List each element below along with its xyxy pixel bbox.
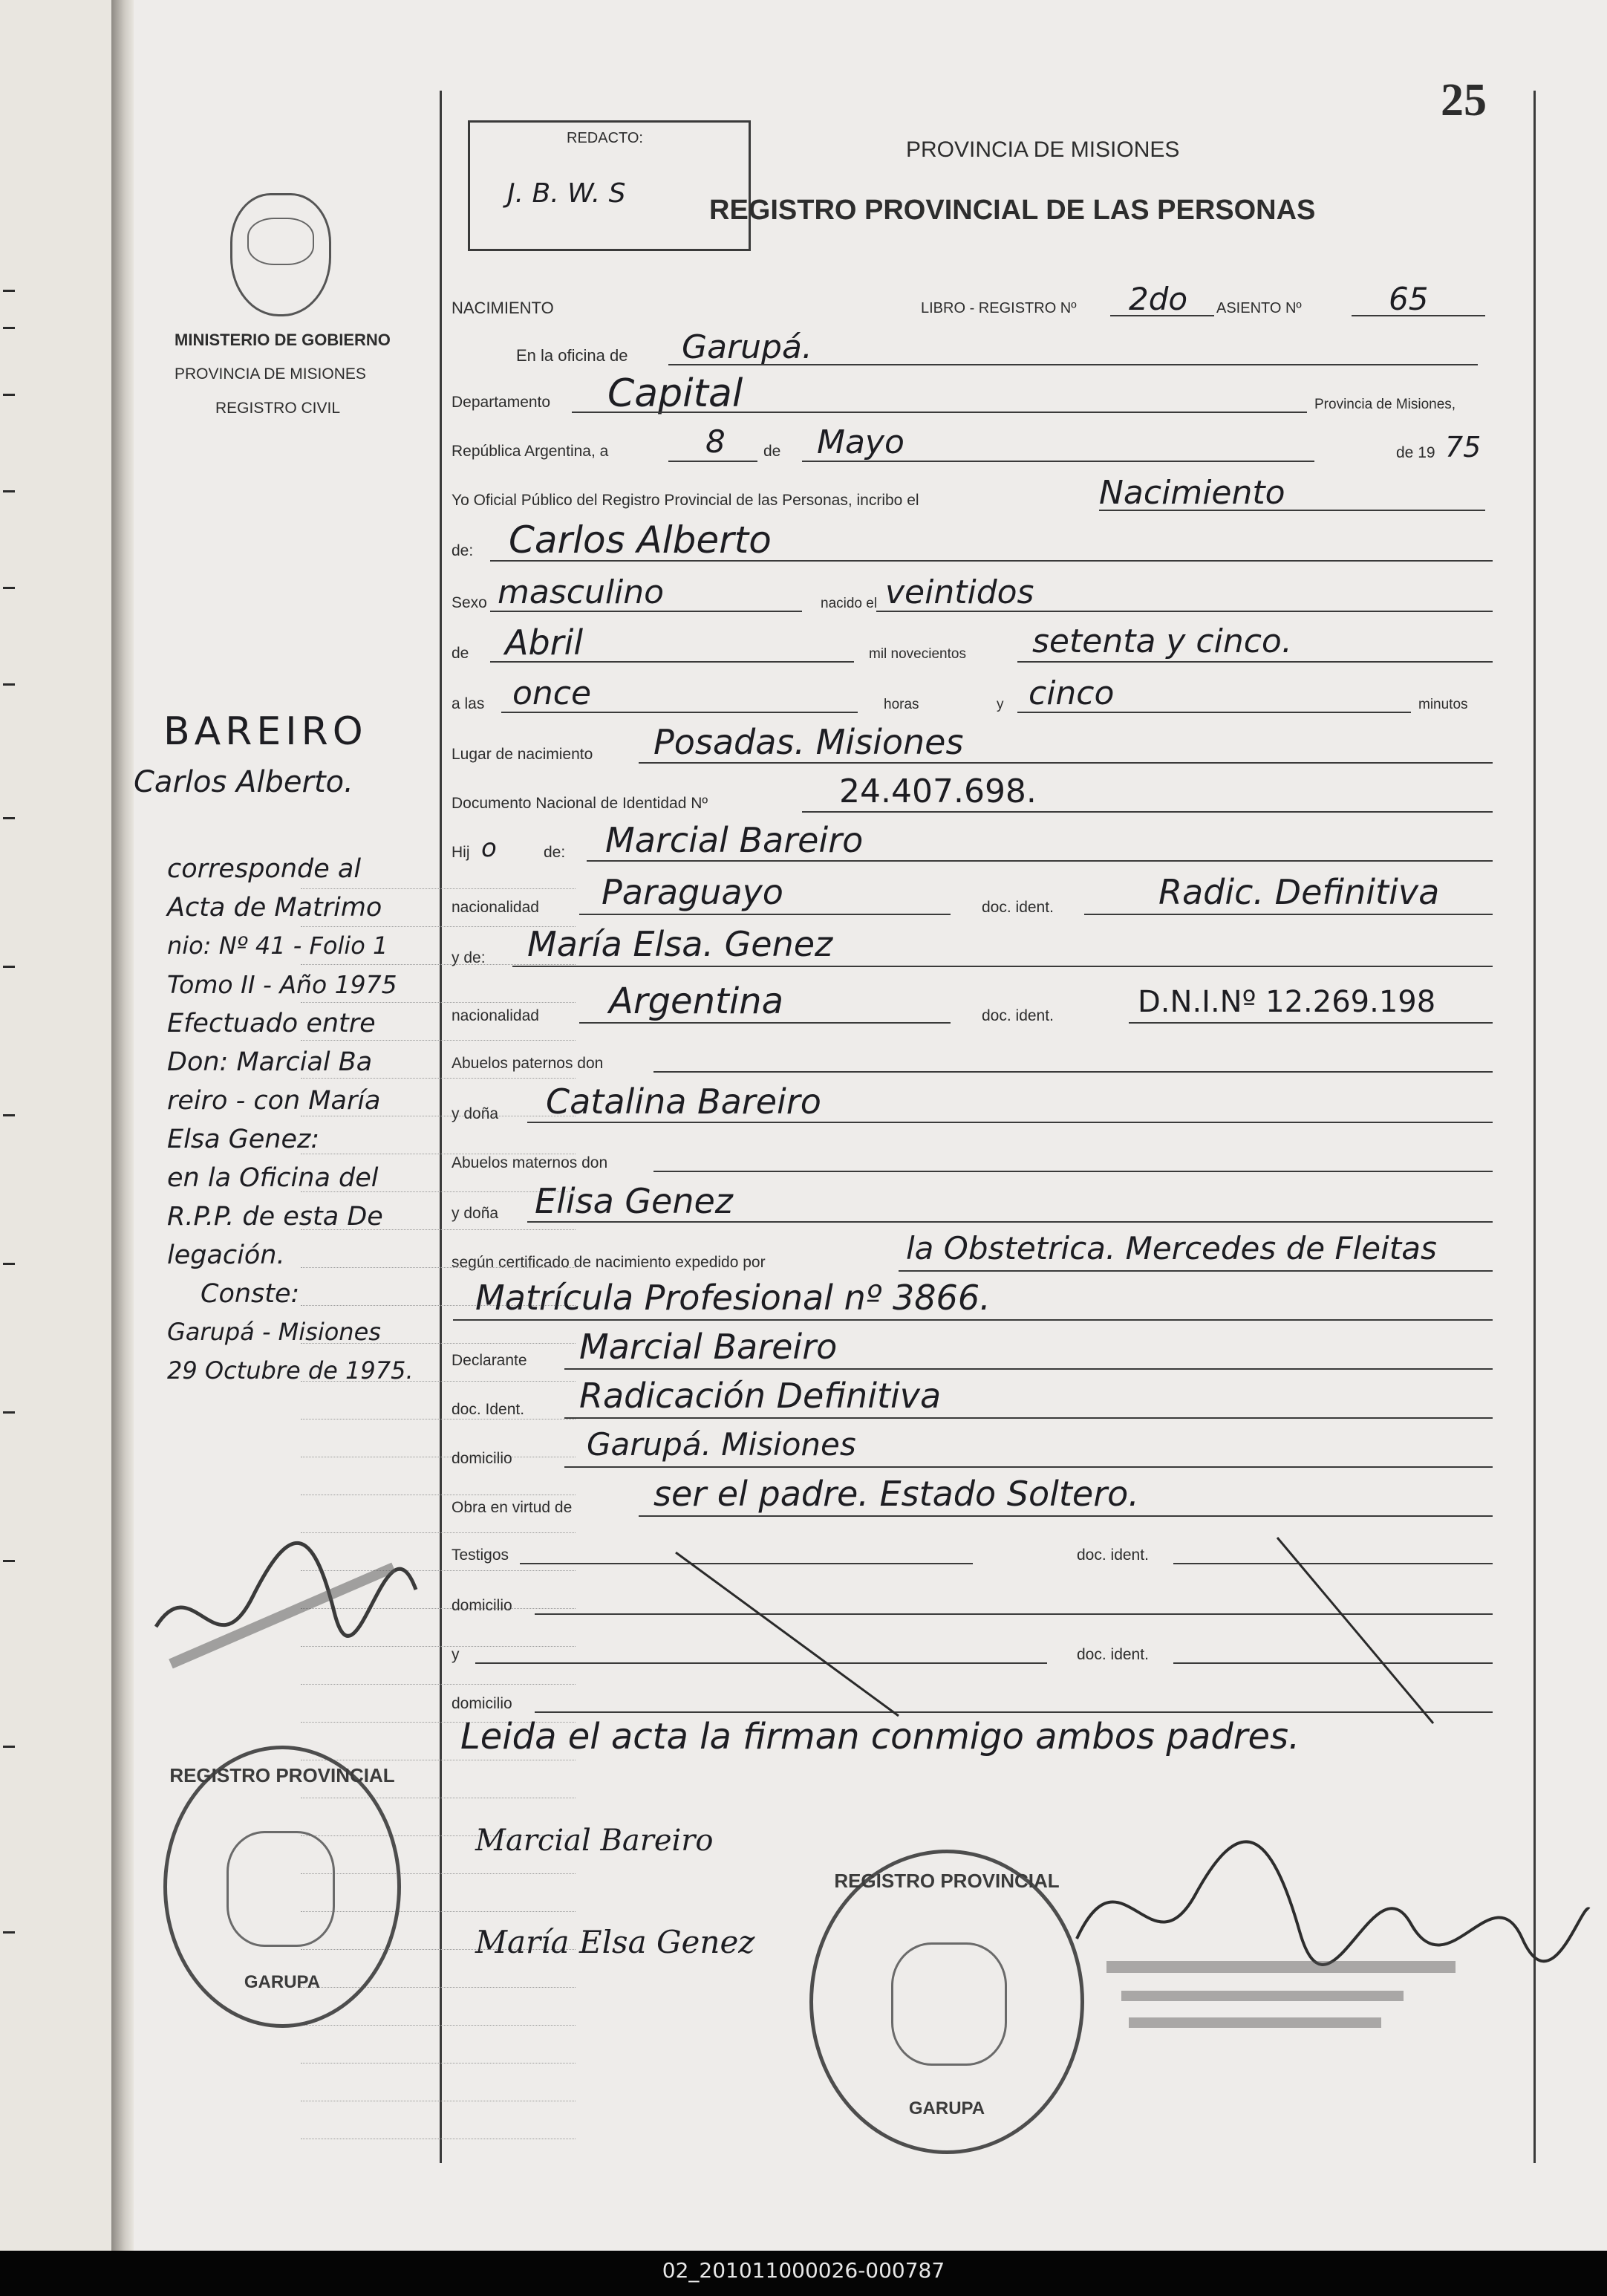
left-page-mark: [3, 1746, 15, 1748]
libro-value: 2do: [1129, 281, 1188, 317]
birth-month: Abril: [505, 622, 584, 663]
margin-note-line: nio: Nº 41 - Folio 1: [167, 931, 388, 960]
registry-heading: REGISTRO PROVINCIAL DE LAS PERSONAS: [709, 195, 1316, 226]
matricula-value: Matrícula Profesional nº 3866.: [475, 1278, 991, 1318]
margin-given-names: Carlos Alberto.: [134, 765, 353, 799]
fill-line: [587, 860, 1493, 862]
margin-note-line: Elsa Genez:: [167, 1125, 320, 1154]
officer-signature-icon: [1062, 1812, 1597, 2050]
ruled-line: [301, 2063, 576, 2064]
margin-note-line: 29 Octubre de 1975.: [167, 1356, 414, 1385]
ministry-line3: REGISTRO CIVIL: [215, 400, 341, 417]
margin-note-line: Tomo II - Año 1975: [167, 970, 397, 999]
asiento-value: 65: [1389, 281, 1429, 317]
provincia-suffix: Provincia de Misiones,: [1314, 397, 1456, 412]
fill-line: [653, 1071, 1493, 1073]
nacido-label: nacido el: [821, 596, 878, 611]
sexo-label: Sexo: [452, 594, 487, 611]
declarant-address: Garupá. Misiones: [587, 1426, 856, 1463]
departamento-value: Capital: [607, 371, 743, 416]
nacimiento-label: NACIMIENTO: [452, 299, 554, 317]
fill-line: [453, 1319, 1493, 1321]
mother-document: D.N.I.Nº 12.269.198: [1138, 985, 1436, 1019]
lugar-label: Lugar de nacimiento: [452, 746, 593, 763]
y-de-label: y de:: [452, 949, 486, 966]
hijo-suffix: o: [481, 833, 497, 863]
libro-label: LIBRO - REGISTRO Nº: [921, 300, 1077, 316]
page-number: 25: [1441, 75, 1487, 126]
mother-signature: María Elsa Genez: [475, 1924, 755, 1960]
margin-signature-icon: [149, 1478, 446, 1701]
closing-statement: Leida el acta la firman conmigo ambos padres.: [460, 1716, 1300, 1757]
father-document: Radic. Definitiva: [1158, 872, 1440, 912]
cancel-strokes: [653, 1530, 1470, 1738]
ruled-line: [301, 964, 576, 965]
doc-ident-padre-label: doc. ident.: [982, 899, 1054, 916]
anio-prefix: de 19: [1396, 444, 1435, 461]
y-dona-paterna-label: y doña: [452, 1105, 499, 1122]
fill-line: [579, 1022, 951, 1024]
mil-label: mil novecientos: [869, 646, 966, 662]
doc-ident-madre-label: doc. ident.: [982, 1007, 1054, 1024]
left-registry-stamp: [163, 1746, 401, 2028]
margin-note-line: Don: Marcial Ba: [167, 1047, 373, 1077]
book-binding: [111, 0, 134, 2251]
fill-line: [527, 1122, 1493, 1123]
fill-line: [490, 560, 1493, 562]
father-signature: Marcial Bareiro: [475, 1824, 714, 1858]
redacto-label: REDACTO:: [567, 130, 643, 146]
y-label: y: [997, 697, 1004, 712]
fill-line: [490, 661, 854, 663]
fill-line: [668, 461, 757, 462]
de-label: de: [763, 443, 781, 460]
birth-minutes: cinco: [1029, 674, 1115, 712]
doc-ident-declarante-label: doc. Ident.: [452, 1401, 525, 1418]
margin-note-line: Garupá - Misiones: [167, 1318, 381, 1346]
nacionalidad-madre-label: nacionalidad: [452, 1007, 539, 1024]
oficina-value: Garupá.: [682, 328, 812, 366]
left-page-mark: [3, 327, 15, 329]
left-page-mark: [3, 587, 15, 589]
fill-line: [490, 611, 802, 612]
fill-line: [653, 1171, 1493, 1172]
redacto-value: J. B. W. S: [507, 178, 626, 209]
dni-label: Documento Nacional de Identidad Nº: [452, 795, 708, 812]
fill-line: [512, 966, 1493, 967]
domicilio-label: domicilio: [452, 1450, 512, 1467]
obra-label: Obra en virtud de: [452, 1499, 573, 1516]
ruled-line: [301, 1040, 576, 1041]
oficial-text: Yo Oficial Público del Registro Provincial de las Personas, incribo el: [452, 492, 919, 509]
stamp-emblem-icon: [891, 1942, 1007, 2066]
left-page-mark: [3, 1263, 15, 1265]
image-filename: 02_201011000026-000787: [662, 2258, 945, 2283]
domicilio-testigo-label: domicilio: [452, 1597, 512, 1614]
left-page-mark: [3, 1560, 15, 1562]
birth-day: veintidos: [885, 573, 1034, 611]
fill-line: [564, 1368, 1493, 1370]
nacionalidad-padre-label: nacionalidad: [452, 899, 539, 916]
testigos-label: Testigos: [452, 1547, 509, 1564]
inscription-month: Mayo: [817, 423, 904, 461]
fill-line: [579, 914, 951, 915]
y-dona-materna-label: y doña: [452, 1205, 499, 1222]
birth-year: setenta y cinco.: [1032, 622, 1292, 660]
fill-line: [639, 1515, 1493, 1517]
ministry-seal-icon: [230, 193, 331, 316]
sexo-value: masculino: [498, 573, 665, 611]
fill-line: [876, 611, 1493, 612]
left-page-mark: [3, 683, 15, 686]
inscription-day: 8: [705, 423, 726, 460]
left-stamp-bottom-text: GARUPA: [244, 1972, 321, 1992]
margin-note-line: Acta de Matrimo: [167, 893, 382, 923]
obra-value: ser el padre. Estado Soltero.: [653, 1474, 1139, 1514]
asiento-label: ASIENTO Nº: [1216, 300, 1302, 316]
inscription-year: 75: [1445, 431, 1481, 464]
province-heading: PROVINCIA DE MISIONES: [906, 137, 1180, 162]
maternal-grandmother: Elisa Genez: [535, 1181, 733, 1221]
left-stamp-top-text: REGISTRO PROVINCIAL: [169, 1764, 395, 1786]
stamp-emblem-icon: [226, 1831, 335, 1947]
right-stamp-bottom-text: GARUPA: [908, 2098, 985, 2118]
fill-line: [1017, 661, 1493, 663]
birthplace: Posadas. Misiones: [653, 722, 964, 762]
de-mes-label: de: [452, 645, 469, 662]
fill-line: [802, 461, 1314, 462]
fill-line: [802, 811, 1493, 813]
republica-label: República Argentina, a: [452, 443, 609, 460]
left-page-mark: [3, 490, 15, 492]
hijo-label: Hij: [452, 844, 470, 861]
de-nombre-label: de:: [452, 542, 474, 559]
margin-note-line: Efectuado entre: [167, 1009, 376, 1038]
right-registry-stamp: [809, 1850, 1084, 2154]
left-page-mark: [3, 394, 15, 396]
margin-note-line: Conste:: [201, 1279, 300, 1309]
oficina-label: En la oficina de: [516, 346, 628, 365]
form-left-border: [440, 91, 442, 2163]
fill-line: [899, 1270, 1493, 1272]
fill-line: [1084, 914, 1493, 915]
fill-line: [1129, 1022, 1493, 1024]
father-name: Marcial Bareiro: [605, 820, 864, 860]
fill-line: [564, 1417, 1493, 1419]
left-page-mark: [3, 1931, 15, 1934]
abuelos-paternos-label: Abuelos paternos don: [452, 1055, 604, 1072]
left-page-mark: [3, 817, 15, 819]
margin-note-line: en la Oficina del: [167, 1163, 379, 1193]
fill-line: [1099, 510, 1485, 511]
left-page-edge: [0, 0, 111, 2251]
certificado-label: según certificado de nacimiento expedido por: [452, 1254, 766, 1271]
ruled-line: [301, 888, 576, 889]
margin-note-line: reiro - con María: [167, 1086, 381, 1116]
redacto-box: [468, 120, 751, 251]
margin-surname: BAREIRO: [163, 709, 368, 754]
seal-inner-icon: [247, 218, 314, 265]
right-stamp-top-text: REGISTRO PROVINCIAL: [834, 1870, 1060, 1892]
doc-ident-testigo-label: doc. ident.: [1077, 1547, 1149, 1564]
mother-nationality: Argentina: [609, 980, 783, 1022]
minutos-label: minutos: [1418, 697, 1468, 712]
left-page-mark: [3, 1411, 15, 1414]
father-nationality: Paraguayo: [602, 872, 783, 912]
certificate-issuer: la Obstetrica. Mercedes de Fleitas: [906, 1230, 1437, 1266]
fill-line: [1352, 315, 1485, 316]
inscribo-value: Nacimiento: [1099, 474, 1285, 512]
fill-line: [1017, 712, 1411, 713]
ministry-line1: MINISTERIO DE GOBIERNO: [175, 331, 391, 349]
birth-hour: once: [512, 674, 592, 712]
fill-line: [501, 712, 858, 713]
fill-line: [564, 1466, 1493, 1468]
left-page-mark: [3, 290, 15, 292]
abuelos-maternos-label: Abuelos maternos don: [452, 1154, 608, 1171]
fill-line: [527, 1221, 1493, 1223]
declarant-document: Radicación Definitiva: [579, 1376, 942, 1416]
departamento-label: Departamento: [452, 394, 551, 411]
margin-note-line: corresponde al: [167, 854, 362, 884]
paternal-grandmother: Catalina Bareiro: [546, 1082, 821, 1122]
left-page-mark: [3, 1114, 15, 1116]
margin-note-line: legación.: [167, 1240, 285, 1270]
fill-line: [1110, 315, 1214, 316]
y-testigo-label: y: [452, 1646, 460, 1663]
margin-note-line: R.P.P. de esta De: [167, 1202, 383, 1232]
ruled-line: [301, 2025, 576, 2026]
ruled-line: [301, 1002, 576, 1003]
ruled-line: [301, 1078, 576, 1079]
a-las-label: a las: [452, 695, 485, 712]
declarante-label: Declarante: [452, 1352, 527, 1369]
fill-line: [639, 762, 1493, 764]
left-page-mark: [3, 966, 15, 968]
fill-line: [668, 364, 1478, 365]
ministry-line2: PROVINCIA DE MISIONES: [175, 365, 366, 383]
de-padre-label: de:: [544, 844, 566, 861]
fill-line: [572, 412, 1307, 413]
mother-name: María Elsa. Genez: [527, 924, 833, 964]
doc-ident-testigo2-label: doc. ident.: [1077, 1646, 1149, 1663]
register-page: [134, 0, 1607, 2251]
dni-value: 24.407.698.: [839, 773, 1037, 810]
child-name: Carlos Alberto: [509, 518, 772, 562]
horas-label: horas: [884, 697, 919, 712]
domicilio-testigo2-label: domicilio: [452, 1695, 512, 1712]
declarant-name: Marcial Bareiro: [579, 1327, 838, 1367]
